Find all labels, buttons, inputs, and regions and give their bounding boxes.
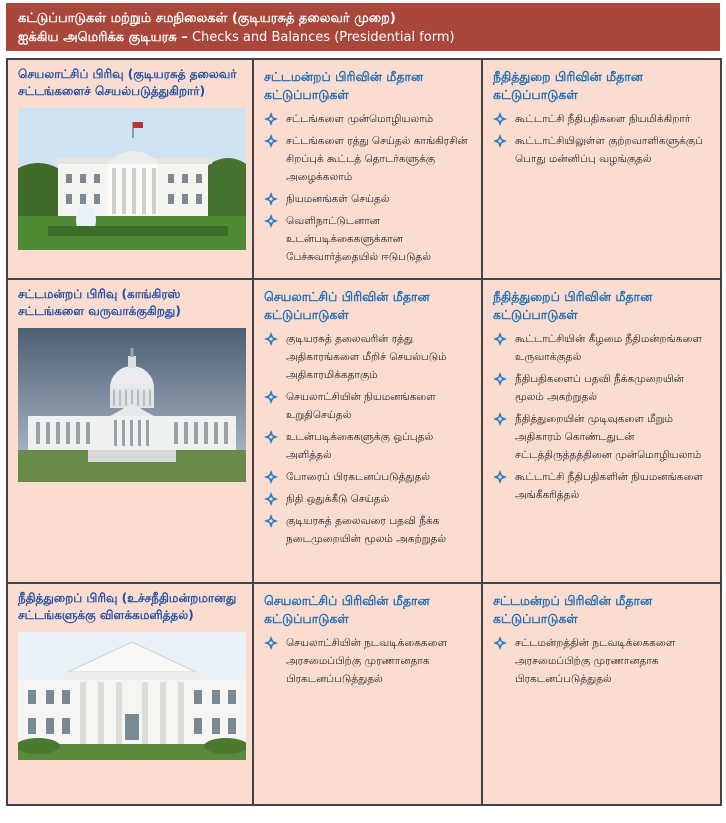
branch-cell (7, 583, 253, 805)
list-item (264, 468, 471, 486)
diamond-bullet-icon (264, 514, 278, 528)
list-item-text: குடியரசுத் தலைவரின் ரத்து அதிகாரங்களை மீறிச் செயல்படும் அதிகாரமிக்கதாகும் (286, 333, 447, 381)
page-subtitle (18, 28, 708, 47)
list-item (264, 212, 471, 266)
list-item (493, 468, 710, 504)
diamond-bullet-icon (493, 412, 507, 426)
checks-list (264, 634, 471, 688)
list-item (264, 634, 471, 688)
column-title: சட்டமன்றப் பிரிவின் மீதான கட்டுப்பாடுகள் (264, 69, 424, 102)
branch-cell (7, 279, 253, 583)
list-item (493, 410, 710, 464)
diamond-bullet-icon (264, 492, 278, 506)
list-item (264, 132, 471, 186)
list-item (264, 190, 471, 208)
checks-list (493, 634, 710, 688)
column-title: செயலாட்சிப் பிரிவின் மீதான கட்டுப்பாடுகள் (264, 289, 430, 322)
list-item-text: சட்டங்களை முன்மொழியலாம் (286, 113, 434, 125)
table-row (7, 59, 721, 279)
subtitle-tamil: ஐக்கிய அமெரிக்க குடியரசு – (18, 30, 188, 45)
list-item-text: நியமனங்கள் செய்தல் (286, 193, 390, 205)
list-item-text: கூட்டாட்சியின் கீழமை நீதிமன்றங்களை உருவாக்குதல் (515, 333, 702, 363)
branch-title: செயலாட்சிப் பிரிவு (குடியரசுத் தலைவர் சட்டங்களைச் செயல்படுத்துகிறார்) (18, 67, 237, 98)
capitol-photo (18, 328, 246, 482)
list-item-text: நிதி ஒதுக்கீடு செய்தல் (286, 493, 390, 505)
diamond-bullet-icon (264, 390, 278, 404)
diamond-bullet-icon (493, 470, 507, 484)
white-house-south-photo (18, 108, 246, 250)
list-item (493, 634, 710, 688)
list-item-text: செயலாட்சியின் நியமனங்களை உறுதிசெய்தல் (286, 391, 436, 421)
checks-list (493, 110, 710, 168)
diamond-bullet-icon (264, 214, 278, 228)
list-item-text: சட்டங்களை ரத்து செய்தல் காங்கிரசின் சிறப்புக் கூட்டத் தொடர்களுக்கு அழைக்கலாம் (286, 135, 468, 183)
column-title: நீதித்துறைப் பிரிவின் மீதான கட்டுப்பாடுகள் (493, 289, 653, 322)
diamond-bullet-icon (264, 332, 278, 346)
list-item-text: உடன்படிக்கைகளுக்கு ஒப்புதல் அளித்தல் (286, 431, 434, 461)
diamond-bullet-icon (264, 192, 278, 206)
diamond-bullet-icon (493, 372, 507, 386)
list-item (493, 330, 710, 366)
column-title: நீதித்துறை பிரிவின் மீதான கட்டுப்பாடுகள் (493, 69, 643, 102)
page (6, 3, 720, 806)
checks-list (264, 110, 471, 266)
list-item (493, 370, 710, 406)
white-house-north-photo (18, 632, 246, 760)
list-item-text: நீதிபதிகளைப் பதவி நீக்கமுறையின் மூலம் அகற்றுதல் (515, 373, 684, 403)
checks-list (493, 330, 710, 504)
diamond-bullet-icon (264, 134, 278, 148)
list-item-text: கூட்டாட்சி நீதிபதிகளின் நியமனங்களை அங்கீகரித்தல் (515, 471, 703, 501)
list-item (264, 330, 471, 384)
branch-title: சட்டமன்றப் பிரிவு (காங்கிரஸ் சட்டங்களை வருவாக்குகிறது) (18, 287, 181, 318)
legislative-checks-cell (482, 583, 721, 805)
diamond-bullet-icon (493, 332, 507, 346)
list-item-text: குடியரசுத் தலைவரை பதவி நீக்க நடைமுறையின் மூலம் அகற்றுதல் (286, 515, 447, 545)
list-item (264, 512, 471, 548)
subtitle-english: Checks and Balances (Presidential form) (191, 30, 455, 45)
diamond-bullet-icon (264, 636, 278, 650)
checks-list (264, 330, 471, 548)
table-row (7, 583, 721, 805)
checks-balances-table (6, 58, 722, 806)
legislative-checks-cell (253, 59, 482, 279)
executive-checks-cell (253, 279, 482, 583)
diamond-bullet-icon (264, 470, 278, 484)
diamond-bullet-icon (493, 134, 507, 148)
branch-cell (7, 59, 253, 279)
list-item-text: கூட்டாட்சி நீதிபதிகளை நியமிக்கிறார் (515, 113, 691, 125)
diamond-bullet-icon (493, 636, 507, 650)
header-banner (6, 3, 720, 51)
list-item-text: செயலாட்சியின் நடவடிக்கைகளை அரசமைப்பிற்கு முரணானதாக பிரகடனப்படுத்துதல் (286, 637, 448, 685)
diamond-bullet-icon (264, 112, 278, 126)
list-item-text: கூட்டாட்சியிலுள்ள குற்றவாளிகளுக்குப் பொது மன்னிப்பு வழங்குதல் (515, 135, 703, 165)
list-item-text: போரைப் பிரகடனப்படுத்துதல் (286, 471, 431, 483)
list-item-text: நீதித்துறையின் முடிவுகளை மீறும் அதிகாரம் கொண்டதுடன் சட்டத்திருத்தத்தினை முன்மொழியலாம் (515, 413, 702, 461)
executive-checks-cell (253, 583, 482, 805)
list-item-text: வெளிநாட்டுடனான உடன்படிக்கைகளுக்கான பேச்சுவார்த்தையில் ஈடுபடுதல் (286, 215, 431, 263)
judicial-checks-cell (482, 279, 721, 583)
list-item (264, 490, 471, 508)
judicial-checks-cell (482, 59, 721, 279)
list-item (264, 110, 471, 128)
diamond-bullet-icon (264, 430, 278, 444)
list-item (264, 388, 471, 424)
branch-title: நீதித்துறைப் பிரிவு (உச்சநீதிமன்றமானது சட்டங்களுக்கு விளக்கமளித்தல்) (18, 591, 237, 622)
page-title: கட்டுப்பாடுகள் மற்றும் சமநிலைகள் (குடியரசுத் தலைவர் முறை) (18, 11, 396, 26)
diamond-bullet-icon (493, 112, 507, 126)
table-row (7, 279, 721, 583)
list-item-text: சட்டமன்றத்தின் நடவடிக்கைகளை அரசமைப்பிற்கு முரணானதாக பிரகடனப்படுத்துதல் (515, 637, 676, 685)
column-title: சட்டமன்றப் பிரிவின் மீதான கட்டுப்பாடுகள் (493, 593, 653, 626)
column-title: செயலாட்சிப் பிரிவின் மீதான கட்டுப்பாடுகள் (264, 593, 430, 626)
list-item (493, 132, 710, 168)
list-item (493, 110, 710, 128)
list-item (264, 428, 471, 464)
